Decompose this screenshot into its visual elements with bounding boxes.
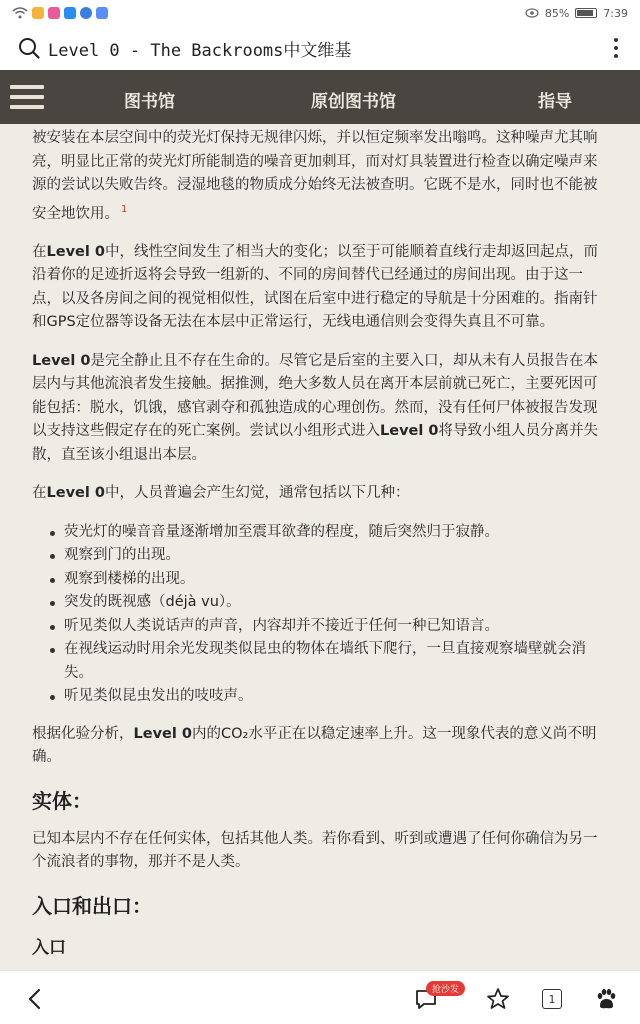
paw-icon [594,987,618,1011]
heading-entrances-exits: 入口和出口： [32,893,152,918]
list-item: 观察到楼梯的出现。 [50,568,610,592]
paragraph-co2 [32,723,610,770]
tab-count: 1 [542,989,562,1009]
article-content [0,124,640,970]
battery-percent: 85% [544,6,570,20]
baidu-button[interactable] [592,985,620,1013]
text: 在 [32,485,47,502]
level-name: Level 0 [133,725,192,742]
app-notification-icon [64,7,76,19]
nav-guide[interactable]: 指导 [538,92,572,112]
text: 是完全静止且不存在生命的。尽管它是后室的主要入口，却从未有人员报告在本层内与其他流浪者发生接触。据推测，绝大多数人员在离开本层前就已死亡，主要死因可能包括：脱水，饥饿，感官剥夺和孤独造成的心理创伤。然而，没有任何尸体被报告发现以支持这些假定存在的死亡案例。尝试以小组形式进入 [32,352,598,440]
bottom-toolbar [0,970,640,1024]
wifi-icon [12,7,28,19]
back-arrow-icon [27,988,41,1010]
app-notification-icon [80,7,92,19]
page-title[interactable]: Level 0 - The Backrooms中文维基 [48,40,352,61]
paragraph-navigation [32,241,610,335]
app-notification-icon [48,7,60,19]
level-name: Level 0 [46,243,105,260]
star-icon [486,987,510,1011]
level-name: Level 0 [46,485,105,502]
status-icons [12,7,108,19]
list-item: 在视线运动时用余光发现类似昆虫的物体在墙纸下爬行，一旦直接观察墙壁就会消失。 [50,638,610,685]
heading-entrances: 入口 [32,937,66,958]
eye-comfort-icon [525,8,539,18]
list-item: 突发的既视感（déjà vu）。 [50,591,610,615]
list-item: 荧光灯的噪音音量逐渐增加至震耳欲聋的程度，随后突然归于寂静。 [50,521,610,545]
list-item: 观察到门的出现。 [50,544,610,568]
tabs-button[interactable] [538,985,566,1013]
level-name: Level 0 [380,423,439,440]
text: 内的CO₂水平正在以稳定速率上升。这一现象代表的意义尚不明确。 [32,725,597,766]
hallucination-list [50,521,610,709]
text: 在 [32,243,47,260]
text: 将导致小组人员分离并失散，直至该小组退出本层。 [32,423,598,463]
list-item: 听见类似人类说话声的声音，内容却并不接近于任何一种已知语言。 [50,615,610,639]
app-notification-icon [96,7,108,19]
nav-original-library[interactable]: 原创图书馆 [311,92,396,112]
footnote-link[interactable]: 1 [121,203,128,215]
level-name: Level 0 [32,352,91,369]
nav-library[interactable]: 图书馆 [124,92,175,112]
list-item: 听见类似昆虫发出的吱吱声。 [50,685,610,709]
hamburger-menu-icon[interactable] [10,85,44,109]
status-bar [0,0,640,26]
clock: 7:39 [603,6,628,20]
app-notification-icon [32,7,44,19]
text: 中，线性空间发生了相当大的变化；以至于可能顺着直线行走却返回起点，而沿着你的足迹折返将会导致一组新的、不同的房间替代已经通过的房间出现。由于这一点，以及各房间之间的视觉相似性，试图在后室中进行稳定的导航是十分困难的。指南针和GPS定位器等设备无法在本层中正常运行，无线电通信则会变得失真且不可靠。 [32,243,598,331]
text: 中，人员普遍会产生幻觉，通常包括以下几种： [104,485,410,502]
paragraph-hallucinations [32,482,610,506]
back-button[interactable] [20,985,48,1013]
paragraph-life [32,350,610,468]
paragraph-lighting [32,127,610,226]
address-bar[interactable] [0,26,640,70]
heading-entities: 实体： [32,788,92,813]
paragraph-text: 被安装在本层空间中的荧光灯保持无规律闪烁，并以恒定频率发出嗡鸣。这种噪声尤其响亮，明显比正常的荧光灯所能制造的噪音更加刺耳，而对灯具装置进行检查以确定噪声来源的尝试以失败告终。浸湿地毯的物质成分始终无法被查明。它既不是水，同时也不能被安全地饮用。 [32,130,598,222]
favorite-button[interactable] [484,985,512,1013]
paragraph-entities: 已知本层内不存在任何实体，包括其他人类。若你看到、听到或遭遇了任何你确信为另一个流浪者的事物，那并不是人类。 [32,830,598,871]
battery-icon [575,8,597,18]
search-icon[interactable] [18,37,40,59]
text: 根据化验分析， [32,725,134,742]
comment-badge[interactable]: 抢沙发 [426,981,465,996]
site-nav [0,70,640,124]
more-options-icon[interactable] [606,36,626,60]
